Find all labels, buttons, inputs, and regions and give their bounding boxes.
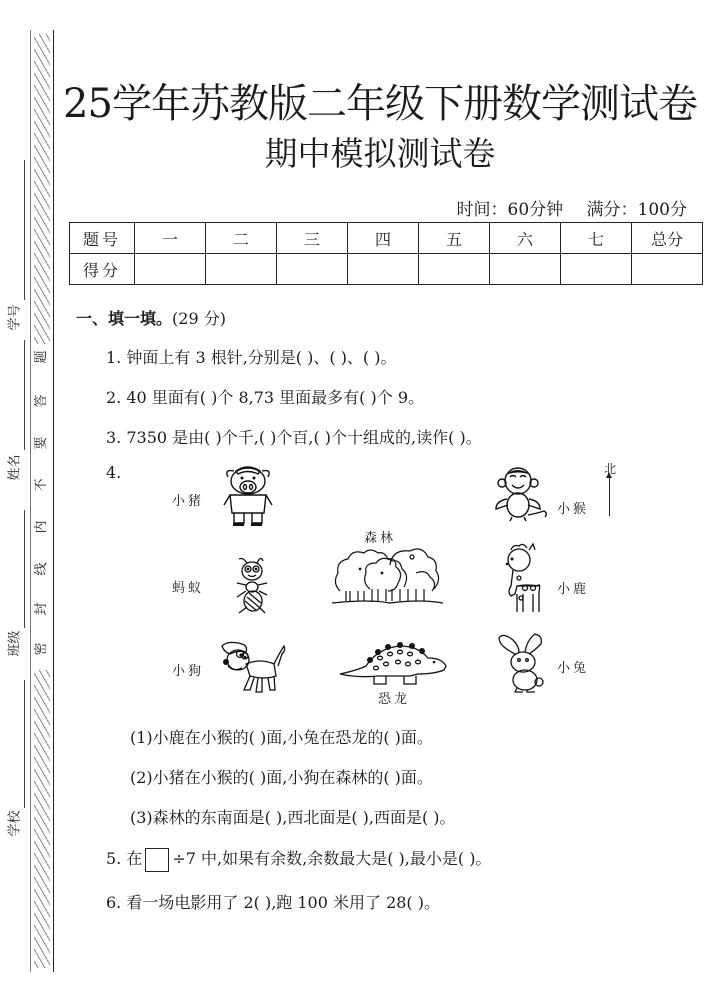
label-dinosaur: 恐龙	[378, 692, 411, 707]
label-dog: 小狗	[172, 664, 205, 679]
monkey-illustration-icon	[490, 465, 550, 525]
col-header: 七	[561, 223, 632, 254]
strip-inner-line	[53, 30, 54, 972]
seal-word: 封	[34, 602, 49, 616]
full-score: 满分：100分	[586, 200, 687, 220]
seal-word: 要	[34, 436, 49, 450]
forest-illustration-icon	[330, 543, 445, 608]
score-cell[interactable]	[490, 254, 561, 285]
deer-illustration-icon	[497, 542, 547, 617]
name-underline	[24, 340, 25, 450]
north-arrow-icon	[609, 476, 610, 516]
question-2: 2. 40 里面有( )个 8,73 里面最多有( )个 9。	[106, 388, 425, 407]
score-cell[interactable]	[348, 254, 419, 285]
seal-word: 线	[34, 562, 49, 576]
student-id-label: 学号	[7, 304, 23, 331]
seal-word: 密	[34, 642, 49, 656]
pig-illustration-icon	[220, 465, 276, 530]
question-4-part-2: (2)小猪在小猴的( )面,小狗在森林的( )面。	[130, 768, 433, 787]
score-cell-total[interactable]	[632, 254, 703, 285]
student-id-underline	[24, 160, 25, 300]
label-ant: 蚂蚁	[172, 581, 205, 596]
label-monkey: 小猴	[557, 502, 590, 517]
seal-word: 不	[34, 478, 49, 492]
north-indicator	[603, 460, 617, 477]
dinosaur-illustration-icon	[338, 640, 450, 685]
page-subtitle: 期中模拟测试卷	[264, 134, 496, 173]
dog-illustration-icon	[220, 640, 288, 695]
question-4-part-3: (3)森林的东南面是( ),西北面是( ),西面是( )。	[130, 808, 456, 827]
student-id-field[interactable]	[2, 160, 24, 360]
answer-box[interactable]	[145, 848, 169, 872]
seal-word: 内	[34, 520, 49, 534]
label-pig: 小猪	[172, 494, 205, 509]
label-rabbit: 小兔	[557, 661, 590, 676]
class-label: 班级	[7, 630, 23, 657]
col-header: 五	[419, 223, 490, 254]
school-label: 学校	[7, 810, 23, 837]
hatch-pattern-bottom	[34, 670, 50, 968]
class-underline	[24, 510, 25, 628]
col-header-total: 总分	[632, 223, 703, 254]
north-label: 北	[603, 462, 616, 476]
row-header-score: 得分	[70, 254, 135, 285]
section-heading: 一、填一填。	[76, 309, 173, 328]
school-field[interactable]	[2, 680, 24, 850]
question-5-prefix: 5. 在	[106, 849, 143, 868]
col-header: 一	[135, 223, 206, 254]
col-header: 三	[277, 223, 348, 254]
school-underline	[24, 680, 25, 808]
question-5	[106, 846, 491, 872]
ant-illustration-icon	[233, 555, 273, 615]
question-5-text: ÷7 中,如果有余数,余数最大是( ),最小是( )。	[172, 849, 492, 868]
question-1: 1. 钟面上有 3 根针,分别是( )、( )、( )。	[106, 348, 397, 367]
score-table-score-row	[70, 254, 703, 285]
score-cell[interactable]	[561, 254, 632, 285]
score-cell[interactable]	[135, 254, 206, 285]
section-title	[76, 306, 226, 329]
col-header: 二	[206, 223, 277, 254]
question-4-part-1: (1)小鹿在小猴的( )面,小兔在恐龙的( )面。	[130, 728, 433, 747]
question-4-number: 4.	[106, 463, 122, 482]
score-cell[interactable]	[206, 254, 277, 285]
time-limit: 时间：60分钟	[456, 200, 564, 220]
row-header-question-no: 题号	[70, 223, 135, 254]
rabbit-illustration-icon	[495, 630, 550, 695]
question-6: 6. 看一场电影用了 2( ),跑 100 米用了 28( )。	[106, 893, 441, 912]
col-header: 六	[490, 223, 561, 254]
section-points: (29 分)	[172, 309, 226, 328]
col-header: 四	[348, 223, 419, 254]
seal-word: 答	[34, 394, 49, 408]
page-title: 25学年苏教版二年级下册数学测试卷	[63, 81, 697, 127]
class-field[interactable]	[2, 510, 24, 670]
binding-strip	[30, 30, 54, 972]
hatch-pattern-top	[34, 34, 50, 344]
score-cell[interactable]	[277, 254, 348, 285]
label-deer: 小鹿	[557, 582, 590, 597]
exam-meta	[439, 195, 688, 220]
strip-outer-line	[30, 30, 31, 972]
seal-word: 题	[34, 350, 49, 364]
label-forest: 森林	[364, 531, 397, 546]
score-table	[69, 222, 703, 285]
score-cell[interactable]	[419, 254, 490, 285]
score-table-header-row	[70, 223, 703, 254]
question-3: 3. 7350 是由( )个千,( )个百,( )个十组成的,读作( )。	[106, 428, 482, 447]
name-field[interactable]	[2, 340, 24, 500]
name-label: 姓名	[7, 454, 23, 481]
